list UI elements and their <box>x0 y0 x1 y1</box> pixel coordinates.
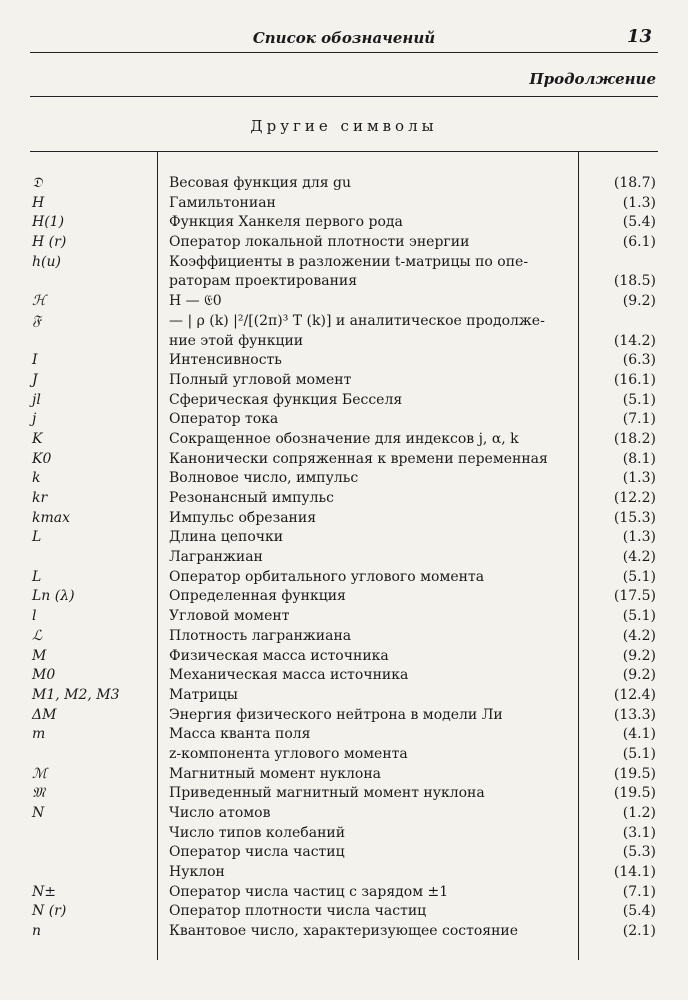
description-cell: Резонансный импульс <box>169 490 335 507</box>
reference-cell: (18.7) <box>613 174 656 191</box>
description-cell: Число атомов <box>169 805 271 822</box>
description-cell: Магнитный момент нуклона <box>169 765 382 782</box>
description-cell: Приведенный магнитный момент нуклона <box>169 785 485 802</box>
reference-cell: (1.3) <box>622 529 656 546</box>
table-row <box>0 568 688 588</box>
description-cell: Гамильтониан <box>169 194 276 211</box>
description-cell: Сферическая функция Бесселя <box>169 391 403 408</box>
reference-cell: (17.5) <box>613 588 656 605</box>
table-row <box>0 902 688 922</box>
page-header <box>30 26 658 50</box>
table-row <box>0 430 688 450</box>
table-row <box>0 824 688 844</box>
reference-cell: (9.2) <box>622 293 656 310</box>
reference-cell: (18.5) <box>613 273 656 290</box>
table-row <box>0 627 688 647</box>
description-cell: Нуклон <box>169 864 225 881</box>
description-cell: Интенсивность <box>169 352 282 369</box>
table-row <box>0 843 688 863</box>
table-row <box>0 745 688 765</box>
reference-cell: (6.1) <box>622 234 656 251</box>
page-number: 13 <box>626 26 652 47</box>
description-cell: Угловой момент <box>169 608 290 625</box>
symbol-cell: K <box>32 430 43 447</box>
reference-cell: (5.1) <box>622 745 656 762</box>
table-row <box>0 528 688 548</box>
description-cell: Оператор тока <box>169 411 279 428</box>
table-row <box>0 784 688 804</box>
description-cell: Импульс обрезания <box>169 509 317 526</box>
reference-cell: (7.1) <box>622 883 656 900</box>
description-cell: Матрицы <box>169 686 238 703</box>
reference-cell: (6.3) <box>622 352 656 369</box>
table-row <box>0 922 688 942</box>
table-row <box>0 312 688 351</box>
reference-cell: (12.2) <box>613 490 656 507</box>
description-cell: Энергия физического нейтрона в модели Ли <box>169 706 503 723</box>
symbols-table <box>0 174 688 942</box>
symbol-cell: N± <box>32 883 56 900</box>
reference-cell: (1.2) <box>622 805 656 822</box>
symbol-cell: L <box>32 529 42 546</box>
symbol-cell: 𝔐 <box>32 785 45 802</box>
table-row <box>0 863 688 883</box>
description-cell: H — 𝔈0 <box>169 293 222 310</box>
description-cell: Лагранжиан <box>169 549 263 566</box>
table-row <box>0 883 688 903</box>
reference-cell: (12.4) <box>613 686 656 703</box>
symbol-cell: k <box>32 470 41 487</box>
symbol-cell: 𝔇 <box>32 175 43 191</box>
description-cell: Плотность лагранжиана <box>169 627 352 644</box>
description-cell: Волновое число, импульс <box>169 470 359 487</box>
description-cell: Оператор числа частиц с зарядом ±1 <box>169 883 449 900</box>
reference-cell: (5.1) <box>622 608 656 625</box>
description-cell: Механическая масса источника <box>169 667 409 684</box>
description-cell: Оператор плотности числа частиц <box>169 903 427 920</box>
description-cell: Число типов колебаний <box>169 824 346 841</box>
description-cell: Длина цепочки <box>169 529 284 546</box>
description-cell: Квантовое число, характеризующее состояние <box>169 923 519 940</box>
table-row <box>0 233 688 253</box>
symbol-cell: H <box>32 194 45 211</box>
symbol-cell: ℋ <box>32 293 46 310</box>
table-row <box>0 213 688 233</box>
symbol-cell: L <box>32 568 42 585</box>
symbol-cell: H (r) <box>32 234 67 251</box>
table-row <box>0 666 688 686</box>
reference-cell: (7.1) <box>622 411 656 428</box>
table-row <box>0 174 688 194</box>
description-cell: Оператор числа частиц <box>169 844 345 861</box>
table-row <box>0 253 688 292</box>
reference-cell: (5.1) <box>622 568 656 585</box>
reference-cell: (2.1) <box>622 923 656 940</box>
table-row <box>0 647 688 667</box>
symbol-cell: M0 <box>32 667 56 684</box>
symbol-cell: N <box>32 805 45 822</box>
table-row <box>0 509 688 529</box>
reference-cell: (19.5) <box>613 785 656 802</box>
table-row <box>0 706 688 726</box>
description-cell: z-компонента углового момента <box>169 745 408 762</box>
reference-cell: (3.1) <box>622 824 656 841</box>
symbol-cell: kmax <box>32 509 71 526</box>
description-cell: Коэффициенты в разложении t-матрицы по опе- раторам проектирования <box>169 253 529 290</box>
description-cell: Сокращенное обозначение для индексов j, α, k <box>169 430 519 447</box>
header-rule <box>30 52 658 53</box>
reference-cell: (18.2) <box>613 430 656 447</box>
description-cell: Масса кванта поля <box>169 726 311 743</box>
description-cell: Функция Ханкеля первого рода <box>169 214 403 231</box>
symbol-cell: 𝔉 <box>32 312 41 329</box>
symbol-cell: ΔM <box>32 706 57 723</box>
symbol-cell: jl <box>32 391 41 408</box>
reference-cell: (5.4) <box>622 214 656 231</box>
reference-cell: (15.3) <box>613 509 656 526</box>
reference-cell: (5.4) <box>622 903 656 920</box>
description-cell: Оператор локальной плотности энергии <box>169 234 470 251</box>
table-top-rule <box>30 96 658 97</box>
description-cell: Весовая функция для gu <box>169 175 352 191</box>
table-row <box>0 686 688 706</box>
symbol-cell: m <box>32 726 46 743</box>
symbol-cell: ℳ <box>32 765 47 782</box>
symbol-cell: kr <box>32 490 48 507</box>
reference-cell: (4.2) <box>622 549 656 566</box>
description-cell: — | ρ (k) |²/[(2π)³ T (k)] и аналитическое продолже- ние этой функции <box>169 312 545 349</box>
symbol-cell: M <box>32 647 47 664</box>
symbol-cell: M1, M2, M3 <box>32 686 120 703</box>
table-row <box>0 371 688 391</box>
table-row <box>0 469 688 489</box>
reference-cell: (1.3) <box>622 194 656 211</box>
symbol-cell: h(u) <box>32 253 61 270</box>
reference-cell: (4.1) <box>622 726 656 743</box>
table-row <box>0 548 688 568</box>
table-row <box>0 587 688 607</box>
reference-cell: (8.1) <box>622 450 656 467</box>
reference-cell: (13.3) <box>613 706 656 723</box>
reference-cell: (16.1) <box>613 371 656 388</box>
table-row <box>0 450 688 470</box>
description-cell: Физическая масса источника <box>169 647 389 664</box>
description-cell: Канонически сопряженная к времени переменная <box>169 450 548 467</box>
description-cell: Оператор орбитального углового момента <box>169 568 485 585</box>
continuation-label: Продолжение <box>529 70 656 88</box>
table-row <box>0 804 688 824</box>
table-row <box>0 725 688 745</box>
section-title: Другие символы <box>250 117 438 135</box>
symbol-cell: j <box>32 411 37 428</box>
table-header-rule <box>30 151 658 152</box>
symbol-cell: I <box>32 352 38 369</box>
symbol-cell: n <box>32 923 42 940</box>
reference-cell: (9.2) <box>622 667 656 684</box>
symbol-cell: H(1) <box>32 214 65 231</box>
reference-cell: (5.3) <box>622 844 656 861</box>
symbol-cell: K0 <box>32 450 52 467</box>
reference-cell: (14.2) <box>613 332 656 349</box>
reference-cell: (1.3) <box>622 470 656 487</box>
reference-cell: (5.1) <box>622 391 656 408</box>
description-cell: Определенная функция <box>169 588 346 605</box>
table-row <box>0 292 688 312</box>
symbol-cell: ℒ <box>32 627 43 644</box>
running-title: Список обозначений <box>252 29 436 47</box>
symbol-cell: J <box>32 371 38 388</box>
reference-cell: (14.1) <box>613 864 656 881</box>
table-row <box>0 489 688 509</box>
table-row <box>0 765 688 785</box>
symbol-cell: l <box>32 608 37 625</box>
reference-cell: (9.2) <box>622 647 656 664</box>
table-row <box>0 194 688 214</box>
table-row <box>0 351 688 371</box>
reference-cell: (4.2) <box>622 627 656 644</box>
table-row <box>0 391 688 411</box>
symbol-cell: N (r) <box>32 903 67 920</box>
reference-cell: (19.5) <box>613 765 656 782</box>
description-cell: Полный угловой момент <box>169 371 352 388</box>
table-row <box>0 607 688 627</box>
table-row <box>0 410 688 430</box>
symbol-cell: Ln (λ) <box>32 588 75 605</box>
